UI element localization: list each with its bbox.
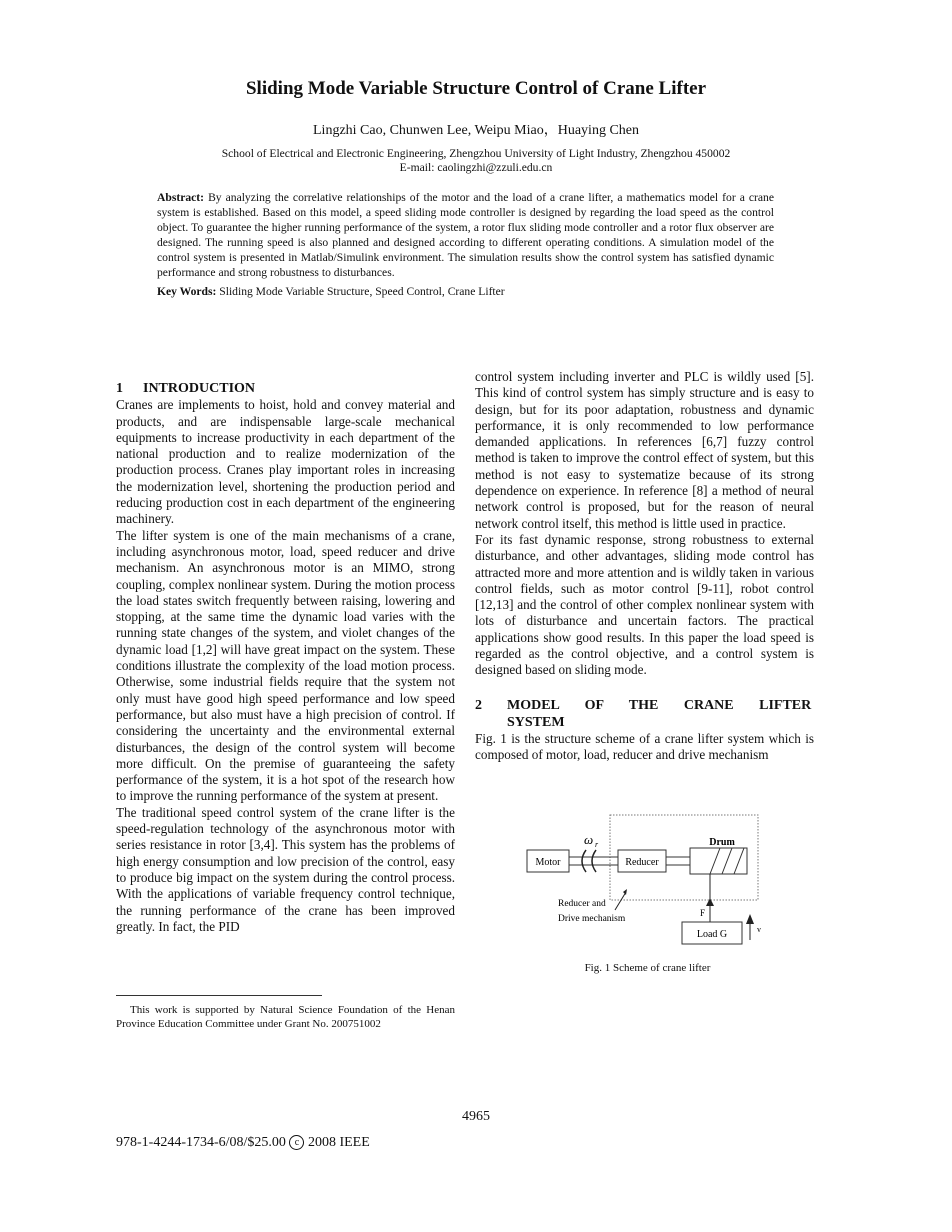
paragraph: For its fast dynamic response, strong robustness to external disturbance, and other advantages, sliding mode control has attracted more and more attention and is wildly taken in various control fields, such as motor control [9-11], robot control [12,13] and the control of other complex nonlinear system with lots of disturbance and uncertain factors. The practical applications show good results. In this paper the load speed is regarded as the control objective, and a control system is designed based on sliding mode.	[475, 531, 814, 678]
footnote: This work is supported by Natural Science Foundation of the Henan Province Education Committee under Grant No. 200751002	[116, 1004, 455, 1030]
paragraph: control system including inverter and PLC is wildly used [5]. This kind of control system has simply structure and is easy to design, but for its poor adaptation, robustness and dynamic performance, it is only recommended to low performance demanded applications. In references [6,7] fuzzy control method is taken to improve the control effect of system, but this method is not easy to systematize because of its strong dependence on experience. In reference [8] a method of neural network control is proposed, but for the reason of neural network control itself, this method is little used in practice.	[475, 369, 814, 531]
abstract-label: Abstract:	[157, 191, 205, 204]
rotation-arrow-icon	[582, 850, 596, 872]
page-number: 4965	[462, 1109, 490, 1124]
reducer-label: Reducer	[625, 857, 659, 868]
motor-label: Motor	[535, 857, 561, 868]
reducer-drive-label: Reducer and	[558, 899, 606, 909]
figure-caption: Fig. 1 Scheme of crane lifter	[584, 962, 711, 974]
affiliation-block	[0, 147, 952, 175]
isbn: 978-1-4244-1734-6/08/$25.00	[116, 1135, 286, 1150]
section-title: INTRODUCTION	[143, 381, 256, 396]
section-number: 2	[475, 697, 482, 713]
keywords-text: Sliding Mode Variable Structure, Speed Control, Crane Lifter	[219, 285, 505, 298]
section-heading	[116, 381, 455, 397]
velocity-label: v	[757, 925, 761, 934]
force-arrow-icon	[706, 898, 714, 906]
authors: Lingzhi Cao, Chunwen Lee, Weipu Miao，Huaying Chen	[313, 123, 639, 138]
crane-lifter-figure	[520, 810, 775, 950]
drum-label: Drum	[709, 837, 735, 848]
keywords	[157, 285, 774, 298]
paper-title: Sliding Mode Variable Structure Control of Crane Lifter	[245, 78, 707, 99]
email: E-mail: caolingzhi@zzuli.edu.cn	[399, 161, 553, 174]
paragraph: Fig. 1 is the structure scheme of a crane lifter system which is composed of motor, load, reducer and drive mechanism	[475, 730, 814, 762]
abstract-text: By analyzing the correlative relationships of the motor and the load of a crane lifter, a mathematics model for a crane system is established. Based on this model, a speed sliding mode controller is designed by regarding the load speed as the control object. To guarantee the higher running performance of the system, a rotor flux sliding mode controller and a rotor flux observer are designed. The running speed is also planned and designed according to different operating conditions. A simulation model of the control system is presented in Matlab/Simulink environment. The simulation results show the control system has satisfied dynamic performance and strong robustness to disturbances.	[157, 191, 774, 279]
copyright-line	[116, 1135, 370, 1151]
abstract	[157, 190, 774, 280]
affiliation: School of Electrical and Electronic Engineering, Zhengzhou University of Light Industry, Zhengzhou 450002	[221, 147, 731, 160]
paragraph: The lifter system is one of the main mechanisms of a crane, including asynchronous motor, load, speed reducer and drive mechanism. An asynchronous motor is an MIMO, strong coupling, complex nonlinear system. During the motion process the load states switch frequently between raising, lowering and stopping, at the same time the dynamic load varies with the running state changes of the system, and violet changes of the dynamic load [1,2] will have great impact on the system. These conditions illustrate the complexity of the load motion process. Otherwise, some industrial fields require that the system not only must have good high speed performance and low speed performance, but also must have a high precision of control. If considering the uncertainty and the environmental external disturbances, the design of the control system will become more difficult. On the premise of guaranteeing the safety performance of the system, it is a hot spot of the research how to improve the running performance of the system at present.	[116, 527, 455, 804]
load-label: Load G	[696, 929, 728, 940]
copyright-icon: c	[289, 1135, 304, 1150]
left-column	[116, 381, 455, 935]
reducer-drive-label: Drive mechanism	[558, 914, 626, 924]
omega-label: ω	[584, 832, 594, 847]
section-heading	[475, 697, 814, 731]
paragraph: Cranes are implements to hoist, hold and convey material and products, and are indispensable large-scale mechanical equipments to increase productivity in each department of the national production and to realize modernization of the production process. Cranes play important roles in increasing the modernization level, shortening the production period and reducing production cost in each department of the engineering machinery.	[116, 397, 455, 527]
copyright-year: 2008 IEEE	[307, 1135, 370, 1150]
keywords-label: Key Words:	[157, 285, 217, 298]
paragraph: The traditional speed control system of the crane lifter is the speed-regulation technology of the asynchronous motor with series resistance in rotor [3,4]. This system has the problems of high energy consumption and low precision of the control, easy to produce big impact on the system during the control process. With the applications of variable frequency control technique, the running performance of the crane has been improved greatly. In fact, the PID	[116, 804, 455, 934]
right-column	[475, 369, 814, 763]
force-label: F	[700, 908, 706, 918]
velocity-arrow-icon	[746, 914, 754, 924]
omega-subscript: r	[595, 840, 599, 849]
footnote-divider	[116, 995, 322, 996]
section-number: 1	[116, 381, 123, 396]
section-title: MODEL OF THE CRANE LIFTER SYSTEM	[507, 697, 812, 730]
